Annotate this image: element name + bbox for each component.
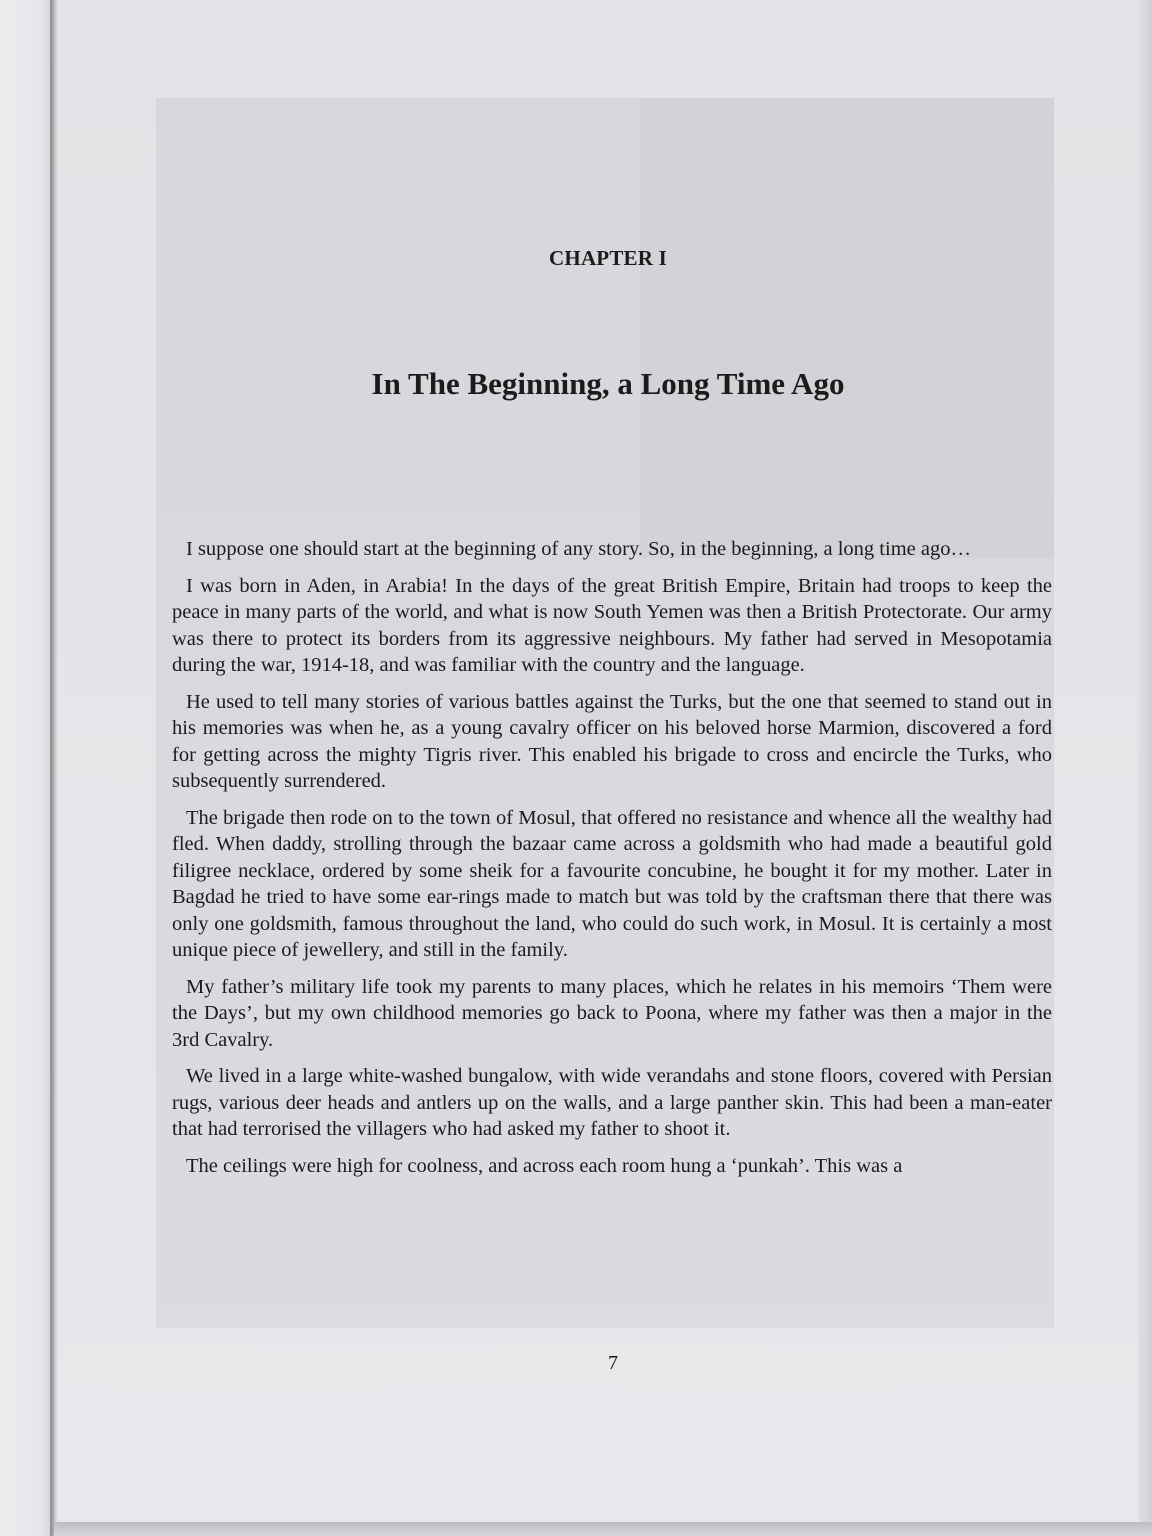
page-number: 7 xyxy=(608,1352,618,1374)
paragraph: He used to tell many stories of various battles against the Turks, but the one that seemed to stand out in his memories was when he, as a young cavalry officer on his beloved horse Marmion, discovered a ford for getting across the mighty Tigris river. This enabled his brigade to cross and encircle the Turks, who subsequently surrendered. xyxy=(172,690,1052,792)
paragraph: We lived in a large white-washed bungalow, with wide verandahs and stone floors, covered with Persian rugs, various deer heads and antlers up on the walls, and a large panther skin. This had been a man-eater that had terrorised the villagers who had asked my father to shoot it. xyxy=(172,1065,1052,1140)
paragraph: My father’s military life took my parents to many places, which he relates in his memoirs ‘Them were the Days’, but my own childhood memories go back to Poona, where my father was then a major in the 3rd Cavalry. xyxy=(172,975,1052,1051)
chapter-title: In The Beginning, a Long Time Ago xyxy=(371,366,845,401)
paragraph: I suppose one should start at the beginning of any story. So, in the beginning, a long time ago… xyxy=(186,538,971,560)
paragraph: The ceilings were high for coolness, and across each room hung a ‘punkah’. This was a xyxy=(186,1154,903,1177)
paragraph: I was born in Aden, in Arabia! In the days of the great British Empire, Britain had troops to keep the peace in many parts of the world, and what is now South Yemen was then a British Protectorate. Our army was there to protect its borders from its aggressive neighbours. My father had served in Mesopotamia during the war, 1914-18, and was familiar with the country and the language. xyxy=(172,574,1052,676)
chapter-label: CHAPTER I xyxy=(549,246,667,270)
paragraph: The brigade then rode on to the town of Mosul, that offered no resistance and whence all the wealthy had fled. When daddy, strolling through the bazaar came across a goldsmith who had made a beautiful gold filigree necklace, ordered by some sheik for a favourite concubine, he bought it for my mother. Later in Bagdad he tried to have some ear-rings made to match but was told by the craftsman there that there was only one goldsmith, famous throughout the land, who could do such work, in Mosul. It is certainly a most unique piece of jewellery, and still in the family. xyxy=(172,806,1052,961)
body-text xyxy=(172,536,1052,1189)
